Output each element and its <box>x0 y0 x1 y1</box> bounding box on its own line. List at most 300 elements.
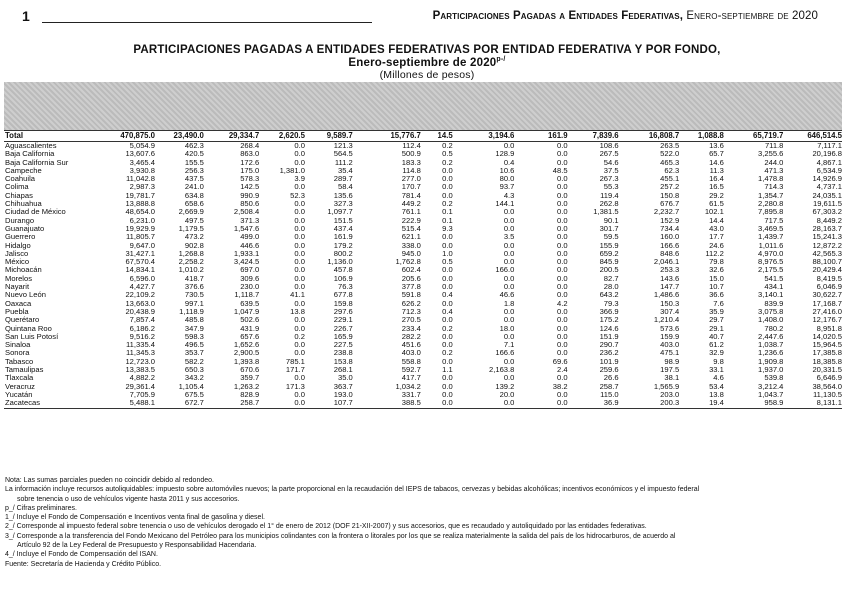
cell: 115.0 <box>600 389 619 399</box>
cell: 670.6 <box>240 365 260 375</box>
cell: 0.0 <box>442 174 453 184</box>
entity-name: Puebla <box>5 306 29 316</box>
cell: 6,596.0 <box>129 273 155 283</box>
cell: 43.0 <box>709 223 724 233</box>
cell: 573.6 <box>660 323 680 333</box>
cell: 0.0 <box>503 248 515 258</box>
cell: 253.3 <box>660 265 680 275</box>
cell: 676.7 <box>660 199 680 209</box>
cell: 0.0 <box>442 298 453 308</box>
cell: 147.7 <box>660 282 680 292</box>
cell: 35.9 <box>709 306 724 316</box>
cell: 0.0 <box>442 373 453 383</box>
running-header <box>433 10 818 22</box>
cell: 366.9 <box>599 306 619 316</box>
cell: 353.7 <box>184 348 204 358</box>
cell: 0.0 <box>556 306 568 316</box>
cell: 0.0 <box>556 141 568 150</box>
cell: 4,970.0 <box>758 248 784 258</box>
cell: 67,570.4 <box>125 257 155 267</box>
cell: 0.0 <box>556 290 568 300</box>
cell: 4,882.2 <box>129 373 155 383</box>
cell: 37.5 <box>603 165 619 175</box>
cell: 457.8 <box>333 265 353 275</box>
cell: 1,937.0 <box>758 365 784 375</box>
cell: 2,447.6 <box>758 331 784 341</box>
cell: 257.2 <box>660 182 680 192</box>
cell: 4.2 <box>556 298 568 308</box>
cell: 38,564.0 <box>812 381 842 391</box>
cell: 0.0 <box>294 265 305 275</box>
cell: 11,335.4 <box>126 340 155 350</box>
entity-name: Chihuahua <box>5 199 42 209</box>
cell: 241.0 <box>184 182 204 192</box>
cell: 0.0 <box>294 240 305 250</box>
cell: 9.8 <box>713 356 724 366</box>
cell: 0.0 <box>294 215 305 225</box>
cell: 634.8 <box>184 190 204 200</box>
footnote-line: p_/ Cifras preliminares. <box>5 504 77 512</box>
cell: 0.0 <box>503 356 515 366</box>
cell: 7.6 <box>713 298 724 308</box>
cell: 675.5 <box>184 389 204 399</box>
cell: 1,043.7 <box>758 389 784 399</box>
cell: 277.0 <box>401 174 421 184</box>
cell: 437.4 <box>333 223 353 233</box>
entity-name: Guerrero <box>5 232 36 242</box>
cell: 9,589.7 <box>305 131 353 142</box>
cell: 46.6 <box>499 290 515 300</box>
entity-name: Nayarit <box>5 282 30 292</box>
cell: 166.0 <box>495 265 515 275</box>
cell: 151.9 <box>599 331 619 341</box>
cell: 0.0 <box>556 174 568 184</box>
cell: 363.7 <box>333 381 353 391</box>
cell: 475.1 <box>660 348 680 358</box>
cell: 1,105.4 <box>178 381 204 391</box>
cell: 2,232.7 <box>653 207 680 217</box>
cell: 451.6 <box>401 340 421 350</box>
cell: 485.8 <box>184 315 204 325</box>
cell: 40.7 <box>709 331 724 341</box>
cell: 112.4 <box>402 141 421 150</box>
cell: 4,427.7 <box>129 282 155 292</box>
cell: 108.6 <box>599 141 619 150</box>
cell: 166.6 <box>495 348 515 358</box>
cell: 16.5 <box>709 182 724 192</box>
cell: 13.8 <box>709 389 724 399</box>
cell: 171.3 <box>285 381 305 391</box>
entity-name: Baja California <box>5 149 55 159</box>
cell: 0.0 <box>442 340 453 350</box>
cell: 371.3 <box>240 215 260 225</box>
cell: 0.0 <box>442 331 453 341</box>
footnote-line: 2_/ Corresponde al impuesto federal sobre tenencia o uso de vehículos derogado el 1° de enero de 2012 (DOF 21-XII-2007) y sus accesorios, que es recaudado y autoliquidado por las entidades federativas. <box>5 523 647 531</box>
column-header-band <box>4 82 842 130</box>
cell: 171.7 <box>285 365 305 375</box>
cell: 1,088.8 <box>679 131 724 142</box>
entity-name: Durango <box>5 215 35 225</box>
cell: 1.8 <box>503 298 515 308</box>
cell: 262.8 <box>599 199 619 209</box>
cell: 0.0 <box>453 399 515 408</box>
cell: 13.6 <box>709 141 724 150</box>
cell: 331.7 <box>401 389 421 399</box>
cell: 7,117.1 <box>817 141 842 150</box>
entity-name: Querétaro <box>5 315 40 325</box>
cell: 8,449.2 <box>816 215 842 225</box>
cell: 828.9 <box>240 389 260 399</box>
cell: 58.4 <box>337 182 353 192</box>
cell: 497.5 <box>184 215 204 225</box>
cell: 462.3 <box>184 141 204 150</box>
cell: 139.2 <box>495 381 515 391</box>
cell: 8,951.8 <box>816 323 842 333</box>
entity-name: Tamaulipas <box>5 365 44 375</box>
cell: 290.7 <box>599 340 619 350</box>
cell: 1,047.9 <box>233 306 260 316</box>
cell: 499.0 <box>240 232 260 242</box>
cell: 650.3 <box>184 365 204 375</box>
cell: 558.8 <box>401 356 421 366</box>
cell: 23,490.0 <box>155 131 204 142</box>
cell: 270.5 <box>401 315 421 325</box>
entity-name: Yucatán <box>5 389 33 399</box>
cell: 0.2 <box>442 141 453 150</box>
cell: 646,514.5 <box>783 131 842 142</box>
cell: 377.8 <box>401 282 421 292</box>
cell: 11.3 <box>709 165 724 175</box>
cell: 958.9 <box>724 399 784 408</box>
cell: 13,663.0 <box>125 298 155 308</box>
cell: 515.4 <box>401 223 421 233</box>
cell: 592.7 <box>401 365 421 375</box>
cell: 106.9 <box>333 273 353 283</box>
cell: 0.0 <box>294 340 305 350</box>
cell: 0.0 <box>556 323 568 333</box>
cell: 143.6 <box>660 273 680 283</box>
cell: 0.4 <box>503 157 515 167</box>
cell: 0.0 <box>556 315 568 325</box>
cell: 0.0 <box>442 282 453 292</box>
cell: 159.8 <box>333 298 353 308</box>
cell: 62.3 <box>664 165 680 175</box>
cell: 712.3 <box>401 306 421 316</box>
cell: 437.5 <box>184 174 204 184</box>
cell: 1,393.8 <box>233 356 260 366</box>
cell: 7,857.4 <box>129 315 155 325</box>
cell: 730.5 <box>184 290 204 300</box>
entity-name: Jalisco <box>5 248 29 258</box>
cell: 0.0 <box>556 207 568 217</box>
cell: 11,130.5 <box>813 389 842 399</box>
cell: 15,964.5 <box>812 340 842 350</box>
cell: 26.6 <box>603 373 619 383</box>
table-title: PARTICIPACIONES PAGADAS A ENTIDADES FEDERATIVAS POR ENTIDAD FEDERATIVA Y POR FONDO, <box>133 44 721 56</box>
entity-name: Quintana Roo <box>5 323 52 333</box>
cell: 711.8 <box>764 141 784 150</box>
cell: 22,109.2 <box>125 290 155 300</box>
cell: 2,046.1 <box>653 257 680 267</box>
cell: 267.3 <box>599 174 619 184</box>
total-row <box>4 131 842 142</box>
cell: 1,439.7 <box>758 232 784 242</box>
entity-name: Michoacán <box>5 265 42 275</box>
cell: 785.1 <box>285 356 305 366</box>
cell: 446.6 <box>240 240 260 250</box>
cell: 14,020.5 <box>812 331 842 341</box>
cell: 20,331.5 <box>812 365 842 375</box>
cell: 6,231.0 <box>129 215 155 225</box>
cell: 3,212.4 <box>758 381 784 391</box>
cell: 28.0 <box>603 282 619 292</box>
cell: 80.0 <box>499 174 515 184</box>
cell: 0.0 <box>442 315 453 325</box>
cell: 183.3 <box>401 157 421 167</box>
cell: 114.8 <box>402 165 421 175</box>
cell: 258.7 <box>599 381 619 391</box>
cell: 35.4 <box>337 165 353 175</box>
cell: 166.6 <box>660 240 680 250</box>
cell: 179.2 <box>333 240 353 250</box>
cell: 0.0 <box>442 190 453 200</box>
cell: 101.9 <box>599 356 619 366</box>
cell: 0.0 <box>294 141 305 150</box>
cell: 1,263.2 <box>233 381 260 391</box>
cell: 175.2 <box>599 315 619 325</box>
footnote-line: 1_/ Incluye el Fondo de Compensación e Incentivos venta final de gasolina y diesel. <box>5 514 265 522</box>
cell: 0.0 <box>442 356 453 366</box>
cell: 12,872.2 <box>812 240 842 250</box>
cell: 18,385.8 <box>812 356 842 366</box>
page-number: 1 <box>22 8 30 24</box>
cell: 677.8 <box>333 290 353 300</box>
cell: 9,516.2 <box>129 331 155 341</box>
cell: 33.1 <box>709 365 724 375</box>
cell: 0.0 <box>556 240 568 250</box>
cell: 388.5 <box>353 399 421 408</box>
cell: 4,867.1 <box>816 157 842 167</box>
cell: 35.0 <box>337 373 353 383</box>
cell: 152.9 <box>660 215 680 225</box>
cell: 17.7 <box>709 232 724 242</box>
running-header-bold: Participaciones Pagadas a Entidades Federativas, <box>432 10 684 22</box>
cell: 338.0 <box>401 240 421 250</box>
cell: 3.5 <box>503 232 515 242</box>
cell: 1,565.9 <box>653 381 680 391</box>
cell: 11,805.7 <box>126 232 155 242</box>
cell: 1,136.0 <box>327 257 353 267</box>
cell: 327.3 <box>333 199 353 209</box>
cell: 98.9 <box>664 356 680 366</box>
cell: 19,781.7 <box>125 190 155 200</box>
cell: 990.9 <box>240 190 260 200</box>
entity-name: Sonora <box>5 348 30 358</box>
cell: 945.0 <box>401 248 421 258</box>
cell: 203.0 <box>660 389 680 399</box>
cell: 2,669.9 <box>178 207 204 217</box>
cell: 14,834.1 <box>125 265 155 275</box>
cell: 7,839.6 <box>568 131 619 142</box>
cell: 2.4 <box>556 365 568 375</box>
cell: 151.5 <box>333 215 353 225</box>
cell: 1,933.1 <box>233 248 260 258</box>
cell: 61.2 <box>709 340 724 350</box>
cell: 38.2 <box>552 381 568 391</box>
cell: 0.0 <box>442 240 453 250</box>
cell: 12,176.7 <box>812 315 842 325</box>
cell: 175.0 <box>240 165 260 175</box>
cell: 267.5 <box>599 149 619 159</box>
entity-name: Tlaxcala <box>5 373 34 383</box>
entity-name: Aguascalientes <box>5 141 57 150</box>
cell: 0.0 <box>514 399 567 408</box>
cell: 193.0 <box>333 389 353 399</box>
cell: 863.0 <box>240 149 260 159</box>
cell: 672.7 <box>155 399 204 408</box>
cell: 29,361.4 <box>125 381 155 391</box>
cell: 780.2 <box>764 323 784 333</box>
cell: 3,469.5 <box>758 223 784 233</box>
cell: 1,236.6 <box>758 348 784 358</box>
entity-name: San Luis Potosí <box>5 331 59 341</box>
cell: 13,383.5 <box>125 365 155 375</box>
cell: 0.0 <box>503 282 515 292</box>
cell: 781.4 <box>401 190 421 200</box>
cell: 2,258.2 <box>178 257 204 267</box>
cell: 0.0 <box>556 182 568 192</box>
cell: 59.5 <box>603 232 619 242</box>
cell: 3,194.6 <box>453 131 515 142</box>
cell: 0.0 <box>294 273 305 283</box>
cell: 0.0 <box>294 223 305 233</box>
cell: 6,046.9 <box>816 282 842 292</box>
cell: 11,345.3 <box>126 348 155 358</box>
footnote-line: Artículo 92 de la Ley Federal de Presupuesto y Responsabilidad Hacendaria. <box>17 542 257 550</box>
cell: 259.6 <box>599 365 619 375</box>
cell: 301.7 <box>599 223 619 233</box>
cell: 14.4 <box>709 215 724 225</box>
cell: 79.3 <box>603 298 619 308</box>
cell: 19,929.9 <box>125 223 155 233</box>
cell: 2,508.4 <box>233 207 260 217</box>
cell: 734.4 <box>660 223 680 233</box>
cell: 24.6 <box>709 240 724 250</box>
table-row <box>4 399 842 408</box>
cell: 0.0 <box>503 315 515 325</box>
cell: 55.3 <box>603 182 619 192</box>
cell: 263.5 <box>660 141 680 150</box>
cell: 1,486.6 <box>653 290 680 300</box>
cell: 0.0 <box>442 165 453 175</box>
cell: 0.0 <box>556 373 568 383</box>
cell: 0.0 <box>556 157 568 167</box>
cell: 27,416.0 <box>812 306 842 316</box>
cell: 539.8 <box>764 373 784 383</box>
cell: 155.5 <box>184 157 204 167</box>
cell: 2,163.8 <box>489 365 515 375</box>
cell: 3,140.1 <box>758 290 784 300</box>
cell: 591.8 <box>401 290 421 300</box>
cell: 17,168.7 <box>812 298 842 308</box>
entity-name: Campeche <box>5 165 42 175</box>
cell: 626.2 <box>401 298 421 308</box>
cell: 0.0 <box>556 199 568 209</box>
cell: 233.4 <box>401 323 421 333</box>
cell: 1,381.0 <box>279 165 305 175</box>
cell: 1,909.8 <box>758 356 784 366</box>
cell: 455.1 <box>660 174 680 184</box>
cell: 5,488.1 <box>98 399 155 408</box>
cell: 0.2 <box>442 157 453 167</box>
cell: 172.6 <box>240 157 260 167</box>
cell: 602.4 <box>401 265 421 275</box>
cell: 31,427.1 <box>125 248 155 258</box>
cell: 496.5 <box>184 340 204 350</box>
cell: 0.0 <box>294 389 305 399</box>
cell: 0.0 <box>421 399 453 408</box>
footnote-line: sobre tenencia o uso de vehículos vigente hasta 2011 y sus accesorios. <box>17 495 240 503</box>
cell: 256.3 <box>184 165 204 175</box>
cell: 1.1 <box>442 365 453 375</box>
cell: 0.4 <box>442 290 453 300</box>
cell: 376.6 <box>184 282 204 292</box>
cell: 238.8 <box>333 348 353 358</box>
running-header-bar <box>0 6 854 28</box>
cell: 15,241.3 <box>812 232 842 242</box>
cell: 82.7 <box>603 273 619 283</box>
cell: 0.5 <box>442 149 453 159</box>
cell: 761.1 <box>401 207 421 217</box>
cell: 268.4 <box>240 141 260 150</box>
cell: 135.6 <box>333 190 353 200</box>
cell: 76.3 <box>337 282 353 292</box>
cell: 15.0 <box>709 273 724 283</box>
cell: 714.3 <box>764 182 784 192</box>
entity-name: Hidalgo <box>5 240 31 250</box>
cell: 90.1 <box>603 215 619 225</box>
cell: 343.2 <box>184 373 204 383</box>
cell: 0.0 <box>442 389 453 399</box>
cell: 121.3 <box>333 141 353 150</box>
cell: 9,647.0 <box>129 240 155 250</box>
cell: 659.2 <box>599 248 619 258</box>
cell: 657.6 <box>240 331 260 341</box>
cell: 0.0 <box>442 182 453 192</box>
cell: 0.0 <box>442 381 453 391</box>
cell: 7,705.9 <box>129 389 155 399</box>
cell: 229.1 <box>333 315 353 325</box>
cell: 42,565.3 <box>812 248 842 258</box>
cell: 643.2 <box>599 290 619 300</box>
cell: 258.7 <box>204 399 259 408</box>
cell: 18.0 <box>499 323 515 333</box>
cell: 0.0 <box>294 207 305 217</box>
cell: 0.2 <box>442 348 453 358</box>
entity-name: Ciudad de México <box>5 207 66 217</box>
cell: 1.0 <box>442 248 453 258</box>
cell: 418.7 <box>184 273 204 283</box>
cell: 717.5 <box>764 215 784 225</box>
cell: 0.0 <box>556 248 568 258</box>
cell: 465.3 <box>660 157 680 167</box>
cell: 0.1 <box>442 215 453 225</box>
cell: 8,419.5 <box>816 273 842 283</box>
cell: 621.1 <box>401 232 421 242</box>
cell: 839.9 <box>764 298 784 308</box>
cell: 1,210.4 <box>653 315 680 325</box>
cell: 29,334.7 <box>204 131 259 142</box>
